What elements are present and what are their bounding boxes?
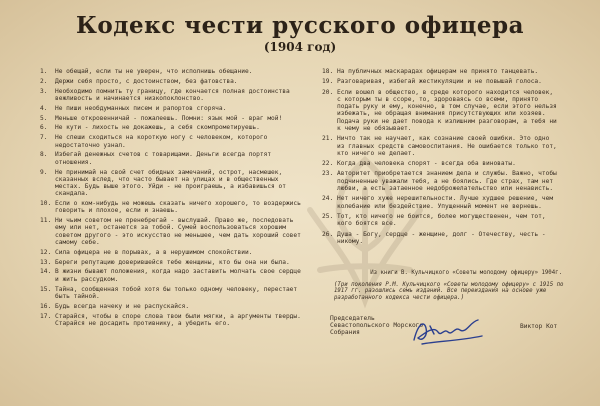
rule-item bbox=[40, 68, 308, 75]
rule-number: 4. bbox=[40, 104, 48, 112]
rule-number: 25. bbox=[322, 212, 334, 220]
rule-item bbox=[322, 170, 560, 192]
rule-text: Когда два человека спорят - всегда оба виноваты. bbox=[337, 160, 516, 168]
rule-text: В жизни бывают положения, когда надо заставить молчать свое сердце и жить рассудком. bbox=[55, 268, 301, 283]
rule-item bbox=[40, 268, 308, 283]
rule-number: 18. bbox=[322, 68, 334, 75]
rule-text: Ни чьим советом не пренебрегай - выслушай. Право же, последовать ему или нет, останется за тобой. Сумей воспользоваться хорошим советом другого - это искусство не меньшее, чем дать хороший совет самому себе. bbox=[55, 217, 301, 246]
rule-item bbox=[40, 78, 308, 85]
rule-item bbox=[40, 259, 308, 266]
rule-item bbox=[322, 231, 560, 246]
rule-item bbox=[40, 151, 308, 166]
rule-text: Авторитет приобретается знанием дела и службы. Важно, чтобы подчиненные уважали тебя, а не боялись. Где страх, там нет любви, а есть затаенное недоброжелательство или ненависть. bbox=[337, 170, 557, 192]
rule-text: Душа - Богу, сердце - женщине, долг - Отечеству, честь - никому. bbox=[337, 230, 546, 245]
rule-number: 2. bbox=[40, 77, 48, 85]
signatory-role: Председатель Севастопольского Морского Собрания bbox=[330, 315, 424, 337]
rule-item bbox=[40, 115, 308, 122]
rule-text: Нет ничего хуже нерешительности. Лучше худшее решение, чем колебание или бездействие. Упущенный момент не вернешь. bbox=[337, 195, 554, 210]
rule-item bbox=[322, 68, 560, 75]
rule-text: Меньше откровенничай - пожалеешь. Помни: язык мой - враг мой! bbox=[55, 114, 283, 122]
rule-item bbox=[322, 78, 560, 85]
rule-item bbox=[40, 249, 308, 256]
rule-text: Не спеши сходиться на короткую ногу с человеком, которого недостаточно узнал. bbox=[55, 134, 268, 149]
rule-text: Тот, кто ничего не боится, более могущественен, чем тот, кого боятся все. bbox=[337, 212, 546, 228]
rule-number: 19. bbox=[322, 78, 334, 86]
rule-number: 11. bbox=[40, 217, 52, 225]
rule-number: 13. bbox=[40, 258, 52, 266]
rule-number: 17. bbox=[40, 312, 52, 320]
rule-text: Не пиши необдуманных писем и рапортов сгоряча. bbox=[55, 104, 227, 112]
rule-text: Будь всегда начеку и не распускайся. bbox=[55, 302, 190, 310]
rule-item bbox=[40, 286, 308, 301]
rule-number: 15. bbox=[40, 285, 52, 293]
source-note: (Три поколения Р.М. Кульчицкого «Советы молодому офицеру» с 1915 по 1917 гг. разошлись семь изданий. Все переиздания на основе уже разработанного кодекса чести офицера.) bbox=[334, 281, 564, 301]
rule-text: Береги репутацию доверившейся тебе женщины, кто бы она ни была. bbox=[55, 258, 290, 266]
rules-right-column bbox=[322, 68, 560, 248]
rule-text: На публичных маскарадах офицерам не принято танцевать. bbox=[337, 68, 539, 75]
source-citation bbox=[322, 270, 572, 301]
rule-item bbox=[322, 160, 560, 167]
rule-number: 24. bbox=[322, 195, 334, 203]
rule-item bbox=[40, 88, 308, 103]
rule-item bbox=[322, 213, 560, 228]
rule-number: 23. bbox=[322, 170, 334, 178]
signatory-name: Виктор Кот bbox=[520, 323, 558, 330]
rule-item bbox=[40, 169, 308, 198]
rule-item bbox=[40, 217, 308, 246]
rule-text: Сила офицера не в порывах, а в нерушимом спокойствии. bbox=[55, 248, 253, 256]
rule-text: Избегай денежных счетов с товарищами. Деньги всегда портят отношения. bbox=[55, 151, 272, 166]
rule-item bbox=[322, 135, 560, 157]
rule-number: 3. bbox=[40, 87, 48, 95]
rule-text: Не обещай, если ты не уверен, что исполнишь обещание. bbox=[55, 68, 253, 75]
rule-number: 1. bbox=[40, 68, 48, 75]
rule-text: Тайна, сообщенная тобой хотя бы только одному человеку, перестает быть тайной. bbox=[55, 285, 298, 300]
rule-item bbox=[40, 313, 308, 328]
rule-number: 16. bbox=[40, 302, 52, 310]
rule-number: 9. bbox=[40, 168, 48, 176]
rule-text: Не кути - лихость не докажешь, а себя скомпрометируешь. bbox=[55, 124, 260, 132]
page-subtitle: (1904 год) bbox=[263, 40, 337, 54]
rule-item bbox=[40, 134, 308, 149]
rule-text: Необходимо помнить ту границу, где кончается полная достоинства вежливость и начинается низкопоклонство. bbox=[55, 87, 290, 102]
rule-text: Если вошел в общество, в среде которого находится человек, с которым ты в ссоре, то, здороваясь со всеми, принято подать руку и ему, конечно, в том случае, если этого нельзя избежать, не обращая внимания присутствующих или хозяев. Подача руки не дает повода к излишним разговорам, а тебя ни к чему не обязывает. bbox=[337, 88, 557, 132]
rule-item bbox=[322, 89, 560, 133]
rule-number: 21. bbox=[322, 135, 334, 143]
rule-text: Старайся, чтобы в споре слова твои были мягки, а аргументы тверды. Старайся не досадить противнику, а убедить его. bbox=[55, 312, 301, 327]
rule-text: Разговаривая, избегай жестикуляции и не повышай голоса. bbox=[337, 78, 542, 86]
rule-number: 14. bbox=[40, 268, 52, 276]
rule-item bbox=[40, 124, 308, 131]
rule-number: 26. bbox=[322, 230, 334, 238]
rule-text: Держи себя просто, с достоинством, без фатовства. bbox=[55, 77, 238, 85]
rules-left-column bbox=[40, 68, 308, 330]
rule-number: 6. bbox=[40, 124, 48, 132]
rule-number: 12. bbox=[40, 248, 52, 256]
rule-item bbox=[40, 200, 308, 215]
rule-number: 22. bbox=[322, 160, 334, 168]
rule-text: Ничто так не научает, как сознание своей ошибки. Это одно из главных средств самовоспитания. Не ошибается только тот, кто ничего не делает. bbox=[337, 135, 557, 157]
source-text: Из книги В. Кульчицкого «Советы молодому офицеру» 1904г. bbox=[370, 270, 562, 276]
rule-number: 10. bbox=[40, 200, 52, 208]
page-title: Кодекс чести русского офицера bbox=[75, 12, 525, 39]
handwritten-signature bbox=[408, 314, 488, 348]
rule-number: 5. bbox=[40, 114, 48, 122]
rule-number: 8. bbox=[40, 151, 48, 159]
rule-text: Не принимай на свой счет обидных замечаний, острот, насмешек, сказанных вслед, что часто бывает на улицах и в общественных местах. Будь выше этого. Уйди - не проиграешь, а избавишься от скандала. bbox=[55, 168, 286, 198]
rule-number: 20. bbox=[322, 88, 334, 96]
rule-item bbox=[40, 303, 308, 310]
rule-item bbox=[322, 195, 560, 210]
rule-number: 7. bbox=[40, 134, 48, 142]
rule-item bbox=[40, 105, 308, 112]
rule-text: Если о ком-нибудь не можешь сказать ничего хорошего, то воздержись говорить и плохое, если и знаешь. bbox=[55, 200, 301, 215]
